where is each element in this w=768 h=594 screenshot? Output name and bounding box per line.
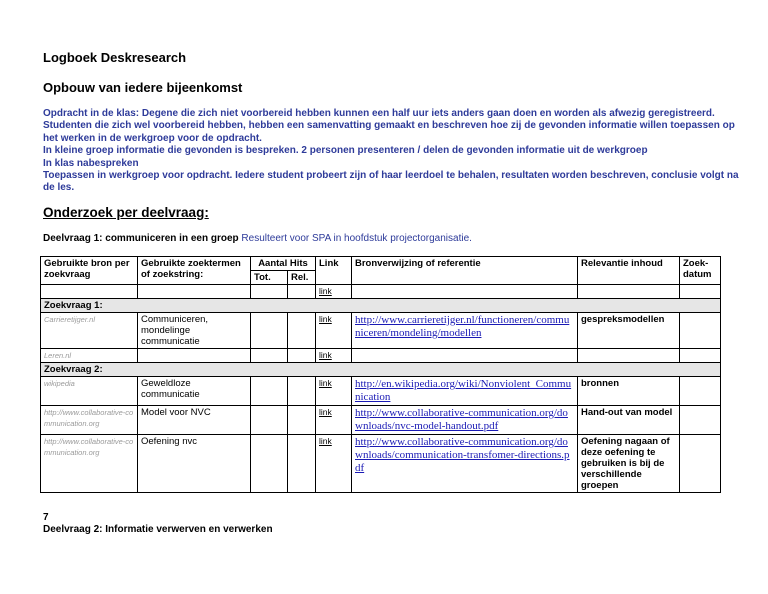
instruction-line: In kleine groep informatie die gevonden is bespreken. 2 personen presenteren / delen de gevonden informatie uit de werkgroep: [43, 145, 648, 157]
reference-url[interactable]: http://www.collaborative-communication.org/downloads/communication-transfomer-directions.pdf: [355, 436, 570, 474]
document-title: Logboek Deskresearch: [43, 50, 187, 65]
instruction-line: het werken in de werkgroep voor de opdracht.: [43, 132, 262, 144]
table-row: [41, 349, 721, 363]
table-row: [41, 313, 721, 349]
col-header-hits: Aantal Hits: [251, 257, 316, 271]
deelvraag-1: [43, 233, 472, 244]
relevantie-cell: bronnen: [578, 377, 680, 406]
deelvraag-1-note: Resulteert voor SPA in hoofdstuk projectorganisatie.: [241, 233, 472, 244]
bron-cell: Leren.nl: [44, 351, 72, 360]
onderzoek-heading: Onderzoek per deelvraag:: [43, 205, 209, 220]
instruction-line: Studenten die zich wel voorbereid hebben, hebben een samenvatting gemaakt en beschreven hoe zij de gevonden informatie willen toepassen op: [43, 120, 735, 132]
zoekvraag-2-label: Zoekvraag 2:: [41, 363, 721, 377]
reference-url[interactable]: http://www.carrieretijger.nl/functioneren/communiceren/mondeling/modellen: [355, 314, 570, 339]
col-header-link: Link: [316, 257, 352, 285]
col-header-bron: Gebruikte bron per zoekvraag: [41, 257, 138, 285]
link[interactable]: link: [319, 378, 332, 388]
deelvraag-2: Deelvraag 2: Informatie verwerven en verwerken: [43, 524, 273, 535]
terms-cell: Oefening nvc: [138, 435, 251, 493]
bron-cell: http://www.collaborative-communication.org: [44, 408, 134, 428]
reference-url[interactable]: http://en.wikipedia.org/wiki/Nonviolent_Communication: [355, 378, 572, 403]
col-header-referentie: Bronverwijzing of referentie: [352, 257, 578, 285]
link[interactable]: link: [319, 314, 332, 324]
section-title: Opbouw van iedere bijeenkomst: [43, 80, 243, 95]
link[interactable]: link: [319, 407, 332, 417]
col-header-tot: Tot.: [251, 271, 288, 285]
instruction-line: Toepassen in werkgroep voor opdracht. Iedere student probeert zijn of haar leerdoel te behalen, resultaten worden beschreven, conclusie volgt na: [43, 170, 739, 182]
bron-cell: wikipedia: [44, 379, 75, 388]
deelvraag-1-label: Deelvraag 1: communiceren in een groep: [43, 233, 239, 244]
link[interactable]: link: [319, 286, 332, 296]
relevantie-cell: Oefening nagaan of deze oefening te gebruiken is bij de verschillende groepen: [578, 435, 680, 493]
table-row: [41, 435, 721, 493]
instruction-line: In klas nabespreken: [43, 157, 139, 169]
terms-cell: Model voor NVC: [138, 406, 251, 435]
reference-url[interactable]: http://www.collaborative-communication.org/downloads/nvc-model-handout.pdf: [355, 407, 568, 432]
link[interactable]: link: [319, 436, 332, 446]
zoekvraag-1-row: [41, 299, 721, 313]
terms-cell: Communiceren, mondelinge communicatie: [138, 313, 251, 349]
col-header-relevantie: Relevantie inhoud: [578, 257, 680, 285]
page-number: 7: [43, 512, 49, 523]
zoekvraag-2-row: [41, 363, 721, 377]
relevantie-cell: gespreksmodellen: [578, 313, 680, 349]
logboek-table: [40, 256, 721, 493]
col-header-zoektermen: Gebruikte zoektermen of zoekstring:: [138, 257, 251, 285]
table-row: [41, 285, 721, 299]
col-header-datum: Zoek-datum: [680, 257, 721, 285]
table-row: [41, 377, 721, 406]
bron-cell: http://www.collaborative-communication.org: [44, 437, 134, 457]
relevantie-cell: Hand-out van model: [578, 406, 680, 435]
zoekvraag-1-label: Zoekvraag 1:: [41, 299, 721, 313]
instruction-line: de les.: [43, 182, 75, 194]
link[interactable]: link: [319, 350, 332, 360]
instruction-line: Opdracht in de klas: Degene die zich niet voorbereid hebben kunnen een half uur iets anders gaan doen en worden als afwezig geregistreerd.: [43, 108, 715, 119]
table-row: [41, 406, 721, 435]
table-header-row: [41, 257, 721, 271]
instructions: [43, 108, 739, 195]
col-header-rel: Rel.: [288, 271, 316, 285]
bron-cell: Carrieretijger.nl: [44, 315, 95, 324]
terms-cell: Geweldloze communicatie: [138, 377, 251, 406]
